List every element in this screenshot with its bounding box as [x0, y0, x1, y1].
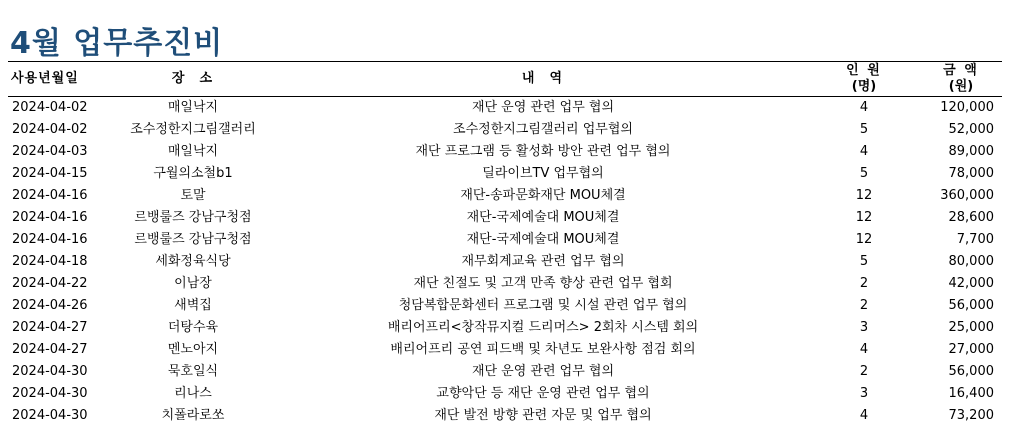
column-header-description — [278, 62, 808, 97]
cell-amount: 25,000 — [948, 320, 994, 335]
column-header-date: 사용년월일 — [8, 62, 108, 97]
cell-headcount: 2 — [859, 298, 869, 313]
cell-headcount: 4 — [859, 100, 869, 115]
column-header-amount-unit: (원) — [948, 79, 974, 94]
cell-amount: 28,600 — [948, 210, 994, 225]
column-header-description-label: 내 역 — [521, 71, 565, 86]
cell-date: 2024-04-15 — [12, 166, 88, 181]
cell-description: 재단 운영 관련 업무 협의 — [471, 100, 615, 115]
page-title: 4월 업무추진비 — [10, 26, 224, 61]
cell-place: 매일낙지 — [167, 100, 219, 115]
column-header-amount-label: 금 액 — [943, 63, 979, 78]
cell-headcount: 3 — [859, 320, 869, 335]
cell-description: 재단 운영 관련 업무 협의 — [471, 364, 615, 379]
cell-amount: 89,000 — [948, 144, 994, 159]
cell-headcount: 3 — [859, 386, 869, 401]
cell-description: 배리어프리<창작뮤지컬 드리머스> 2회차 시스템 회의 — [387, 320, 699, 335]
column-header-place — [108, 62, 278, 97]
cell-place: 르뱅룰즈 강남구청점 — [134, 232, 252, 247]
table-row — [8, 229, 1002, 251]
cell-headcount: 4 — [859, 342, 869, 357]
cell-place: 이남장 — [174, 276, 212, 291]
cell-date: 2024-04-18 — [12, 254, 88, 269]
cell-headcount: 4 — [859, 144, 869, 159]
table-row — [8, 405, 1002, 427]
column-header-headcount-unit: (명) — [851, 79, 877, 94]
cell-headcount: 2 — [859, 364, 869, 379]
cell-description: 딜라이브TV 업무협의 — [482, 166, 604, 181]
cell-date: 2024-04-30 — [12, 386, 88, 401]
cell-date: 2024-04-30 — [12, 364, 88, 379]
column-header-amount — [920, 62, 1002, 97]
cell-date: 2024-04-02 — [12, 100, 88, 115]
cell-description: 재단 친절도 및 고객 만족 향상 관련 업무 협회 — [413, 276, 673, 291]
table-row — [8, 163, 1002, 185]
cell-amount: 56,000 — [948, 364, 994, 379]
cell-place: 더탕수육 — [167, 320, 219, 335]
cell-amount: 42,000 — [948, 276, 994, 291]
cell-description: 재단-국제예술대 MOU체결 — [466, 210, 620, 225]
table-header-row — [8, 62, 1002, 97]
cell-amount: 80,000 — [948, 254, 994, 269]
table-row — [8, 207, 1002, 229]
column-header-headcount-label: 인 원 — [846, 63, 882, 78]
table-row — [8, 361, 1002, 383]
cell-date: 2024-04-30 — [12, 408, 88, 423]
cell-headcount: 2 — [859, 276, 869, 291]
table-row — [8, 339, 1002, 361]
cell-place: 르뱅룰즈 강남구청점 — [134, 210, 252, 225]
cell-date: 2024-04-16 — [12, 210, 88, 225]
cell-amount: 16,400 — [948, 386, 994, 401]
table-row — [8, 295, 1002, 317]
cell-amount: 73,200 — [948, 408, 994, 423]
cell-date: 2024-04-03 — [12, 144, 88, 159]
cell-date: 2024-04-02 — [12, 122, 88, 137]
cell-description: 재단-송파문화재단 MOU체결 — [460, 188, 626, 203]
cell-amount: 56,000 — [948, 298, 994, 313]
cell-place: 새벽집 — [174, 298, 212, 313]
cell-amount: 78,000 — [948, 166, 994, 181]
table-row — [8, 317, 1002, 339]
cell-date: 2024-04-22 — [12, 276, 88, 291]
cell-description: 조수정한지그림갤러리 업무협의 — [453, 122, 633, 137]
cell-headcount: 5 — [859, 166, 869, 181]
table-row — [8, 185, 1002, 207]
cell-headcount: 12 — [855, 232, 873, 247]
column-header-headcount — [808, 62, 920, 97]
cell-amount: 27,000 — [948, 342, 994, 357]
cell-description: 재무회계교육 관련 업무 협의 — [461, 254, 625, 269]
table-row — [8, 383, 1002, 405]
column-header-place-label: 장 소 — [171, 71, 215, 86]
cell-date: 2024-04-27 — [12, 320, 88, 335]
cell-place: 구월의소철b1 — [153, 166, 233, 181]
cell-place: 매일낙지 — [167, 144, 219, 159]
cell-headcount: 5 — [859, 254, 869, 269]
expense-table — [8, 62, 1002, 427]
cell-place: 묵호일식 — [167, 364, 219, 379]
cell-description: 청담복합문화센터 프로그램 및 시설 관련 업무 협의 — [398, 298, 688, 313]
cell-description: 재단 프로그램 등 활성화 방안 관련 업무 협의 — [415, 144, 671, 159]
cell-amount: 7,700 — [956, 232, 994, 247]
cell-place: 세화정육식당 — [155, 254, 231, 269]
cell-amount: 120,000 — [940, 100, 994, 115]
table-row — [8, 119, 1002, 141]
table-row — [8, 251, 1002, 273]
cell-amount: 360,000 — [940, 188, 994, 203]
cell-headcount: 4 — [859, 408, 869, 423]
cell-headcount: 5 — [859, 122, 869, 137]
table-row — [8, 141, 1002, 163]
table-row — [8, 97, 1002, 120]
cell-headcount: 12 — [855, 210, 873, 225]
table-row — [8, 273, 1002, 295]
cell-headcount: 12 — [855, 188, 873, 203]
cell-description: 교향악단 등 재단 운영 관련 업무 협의 — [436, 386, 650, 401]
cell-place: 토말 — [180, 188, 206, 203]
cell-amount: 52,000 — [948, 122, 994, 137]
cell-place: 멘노아지 — [167, 342, 219, 357]
cell-date: 2024-04-27 — [12, 342, 88, 357]
cell-date: 2024-04-16 — [12, 188, 88, 203]
cell-place: 치폴라로쏘 — [161, 408, 225, 423]
cell-place: 조수정한지그림갤러리 — [130, 122, 256, 137]
cell-description: 재단-국제예술대 MOU체결 — [466, 232, 620, 247]
cell-description: 재단 발전 방향 관련 자문 및 업무 협의 — [434, 408, 652, 423]
cell-date: 2024-04-26 — [12, 298, 88, 313]
cell-description: 배리어프리 공연 피드백 및 차년도 보완사항 점검 회의 — [390, 342, 696, 357]
cell-date: 2024-04-16 — [12, 232, 88, 247]
cell-place: 리나스 — [174, 386, 212, 401]
